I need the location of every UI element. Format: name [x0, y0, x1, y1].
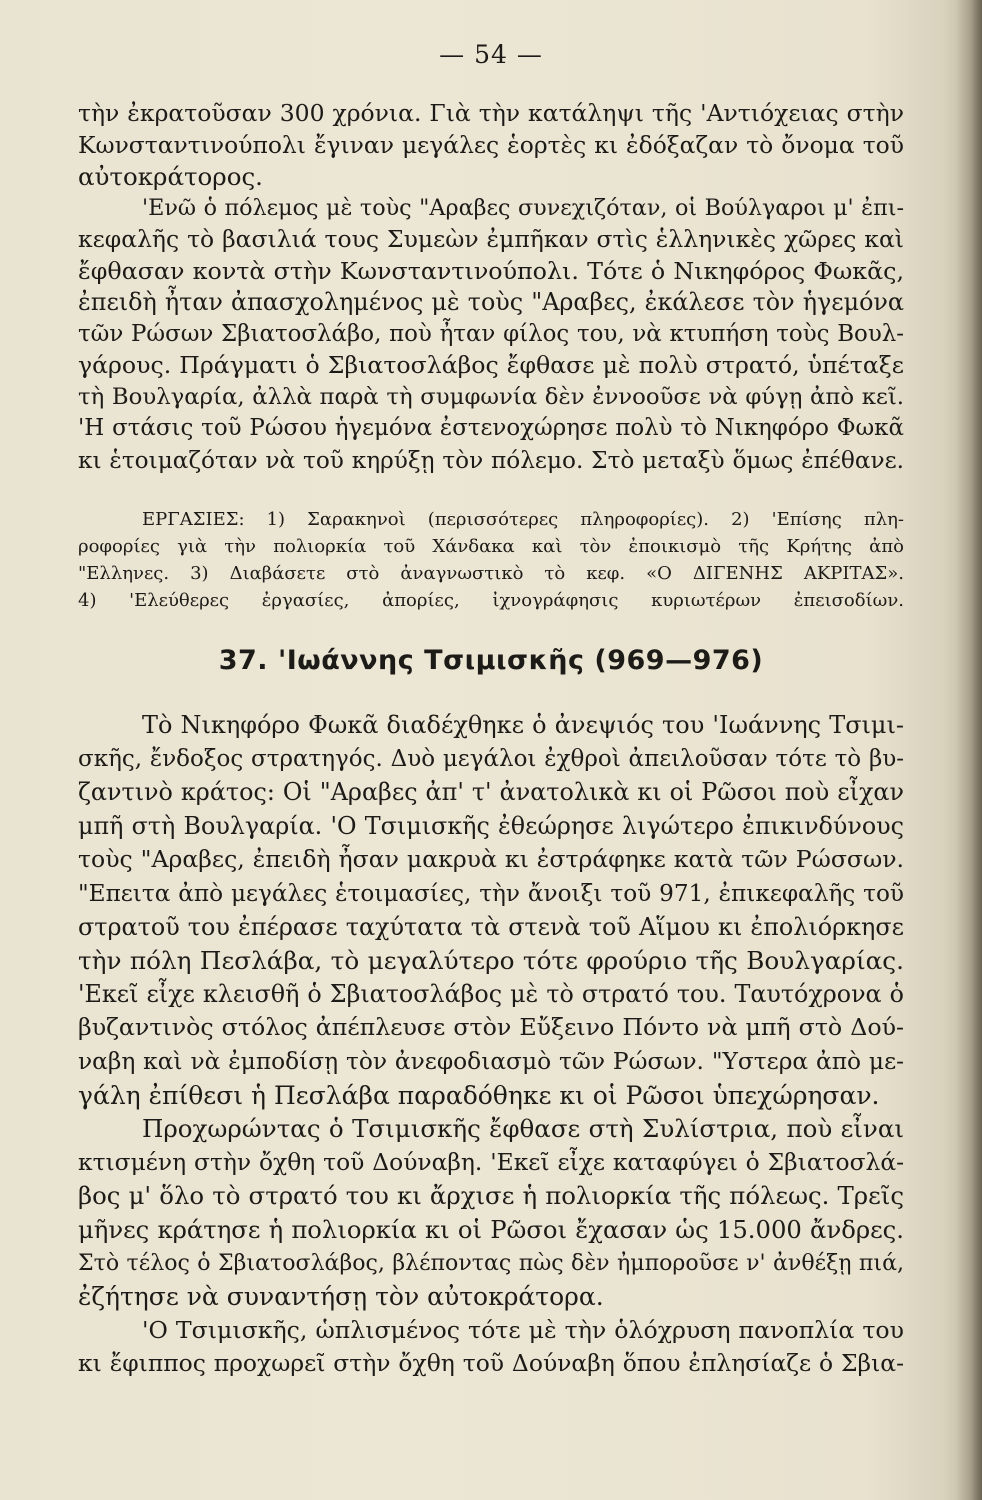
section-title: 37. 'Ιωάννης Τσιμισκῆς (969—976): [218, 645, 764, 676]
text-line: βυζαντινὸς στόλος ἀπέπλευσε στὸν Εὔξεινο Πόντο νὰ μπῆ στὸ Δού-: [78, 1013, 904, 1042]
paragraph-antioch-bulgarians: [78, 98, 904, 476]
text-line: τῶν Ρώσων Σβιατοσλάβο, ποὺ ἦταν φίλος του, νὰ κτυπήση τοὺς Βουλ-: [78, 320, 904, 347]
text-line: 'Ενῶ ὁ πόλεμος μὲ τοὺς "Αραβες συνεχιζόταν, οἱ Βούλγαροι μ' ἐπι-: [142, 194, 904, 221]
text-line: στρατοῦ του ἐπέρασε ταχύτατα τὰ στενὰ τοῦ Αἵμου κι ἐπολιόρκησε: [78, 912, 904, 941]
text-line: Τὸ Νικηφόρο Φωκᾶ διαδέχθηκε ὁ ἀνεψιός του 'Ιωάννης Τσιμι-: [142, 711, 904, 739]
text-line: ζαντινὸ κράτος: Οἱ "Αραβες ἀπ' τ' ἀνατολικὰ κι οἱ Ρῶσοι ποὺ εἶχαν: [78, 778, 904, 807]
text-line: κτισμένη στὴν ὄχθη τοῦ Δούναβη. 'Εκεῖ εἶχε καταφύγει ὁ Σβιατοσλά-: [78, 1147, 904, 1176]
text-line: ἐπειδὴ ἦταν ἀπασχολημένος μὲ τοὺς "Αραβες, ἐκάλεσε τὸν ἡγεμόνα: [78, 288, 904, 316]
text-line: σκῆς, ἔνδοξος στρατηγός. Δυὸ μεγάλοι ἐχθροὶ ἀπειλοῦσαν τότε τὸ βυ-: [78, 745, 904, 772]
text-line: γάλη ἐπίθεσι ἡ Πεσλάβα παραδόθηκε κι οἱ Ρῶσοι ὑπεχώρησαν.: [78, 1080, 880, 1110]
exercise-line: ροφορίες γιὰ τὴν πολιορκία τοῦ Χάνδακα καὶ τὸν ἐποικισμὸ τῆς Κρήτης ἀπὸ: [78, 536, 904, 557]
paragraph-tzimiskes: [78, 709, 904, 1381]
exercise-line: ΕΡΓΑΣΙΕΣ: 1) Σαρακηνοὶ (περισσότερες πληροφορίες). 2) 'Επίσης πλη-: [142, 509, 904, 530]
text-line: Κωνσταντινούπολι ἔγιναν μεγάλες ἑορτὲς κι ἐδόξαζαν τὸ ὄνομα τοῦ: [78, 130, 904, 159]
exercise-line: "Ελληνες. 3) Διαβάσετε στὸ ἀναγνωστικὸ τὸ κεφ. «Ο ΔΙΓΕΝΗΣ ΑΚΡΙΤΑΣ».: [78, 563, 904, 584]
text-line: τὴ Βουλγαρία, ἀλλὰ παρὰ τὴ συμφωνία δὲν ἐννοοῦσε νὰ φύγῃ ἀπὸ κεῖ.: [78, 383, 904, 410]
text-line: γάρους. Πράγματι ὁ Σβιατοσλάβος ἔφθασε μὲ πολὺ στρατό, ὑπέταξε: [78, 351, 904, 379]
text-line: τὴν πόλη Πεσλάβα, τὸ μεγαλύτερο τότε φρούριο τῆς Βουλγαρίας.: [78, 946, 904, 976]
exercises-block: [78, 506, 904, 614]
exercise-line: 4) 'Ελεύθερες ἐργασίες, ἀπορίες, ἰχνογράφησις κυριωτέρων ἐπεισοδίων.: [78, 590, 904, 611]
text-line: αὐτοκράτορος.: [78, 162, 263, 191]
text-line: κι ἔφιππος προχωρεῖ στὴν ὄχθη τοῦ Δούναβη ὅπου ἐπλησίαζε ὁ Σβια-: [78, 1349, 904, 1378]
text-line: ναβη καὶ νὰ ἐμποδίσῃ τὸν ἀνεφοδιασμὸ τῶν Ρώσων. "Υστερα ἀπὸ με-: [78, 1047, 904, 1075]
text-line: "Επειτα ἀπὸ μεγάλες ἑτοιμασίες, τὴν ἄνοιξι τοῦ 971, ἐπικεφαλῆς τοῦ: [78, 879, 904, 907]
text-line: 'Η στάσις τοῦ Ρώσου ἡγεμόνα ἐστενοχώρησε πολὺ τὸ Νικηφόρο Φωκᾶ: [78, 415, 904, 441]
text-line: 'Εκεῖ εἶχε κλεισθῆ ὁ Σβιατοσλάβος μὲ τὸ στρατό του. Ταυτόχρονα ὁ: [78, 979, 904, 1008]
text-line: κι ἑτοιμαζόταν νὰ τοῦ κηρύξῃ τὸν πόλεμο. Στὸ μεταξὺ ὅμως ἐπέθανε.: [78, 446, 904, 474]
text-line: Στὸ τέλος ὁ Σβιατοσλάβος, βλέποντας πὼς δὲν ἠμποροῦσε ν' ἀνθέξῃ πιά,: [78, 1250, 904, 1276]
text-line: βος μ' ὅλο τὸ στρατό του κι ἄρχισε ἡ πολιορκία τῆς πόλεως. Τρεῖς: [78, 1181, 904, 1211]
text-line: 'Ο Τσιμισκῆς, ὡπλισμένος τότε μὲ τὴν ὁλόχρυση πανοπλία του: [142, 1315, 904, 1344]
page-number: — 54 —: [439, 40, 543, 69]
text-line: ἔφθασαν κοντὰ στὴν Κωνσταντινούπολι. Τότε ὁ Νικηφόρος Φωκᾶς,: [78, 256, 904, 285]
text-line: ἐζήτησε νὰ συναντήσῃ τὸν αὐτοκράτορα.: [78, 1282, 604, 1312]
text-line: Προχωρώντας ὁ Τσιμισκῆς ἔφθασε στὴ Συλίστρια, ποὺ εἶναι: [142, 1114, 904, 1144]
text-line: μπῆ στὴ Βουλγαρία. 'Ο Τσιμισκῆς ἐθεώρησε λιγώτερο ἐπικινδύνους: [78, 811, 904, 840]
text-line: μῆνες κράτησε ἡ πολιορκία κι οἱ Ρῶσοι ἔχασαν ὡς 15.000 ἄνδρες.: [78, 1214, 904, 1244]
text-line: τὴν ἐκρατοῦσαν 300 χρόνια. Γιὰ τὴν κατάληψι τῆς 'Αντιόχειας στὴν: [78, 99, 904, 127]
page-edge-shadow: [956, 0, 982, 1500]
text-line: τοὺς "Αραβες, ἐπειδὴ ἦσαν μακρυὰ κι ἐστράφηκε κατὰ τῶν Ρώσσων.: [78, 845, 904, 874]
text-line: κεφαλῆς τὸ βασιλιά τους Συμεὼν ἐμπῆκαν στὶς ἑλληνικὲς χῶρες καὶ: [78, 225, 904, 253]
